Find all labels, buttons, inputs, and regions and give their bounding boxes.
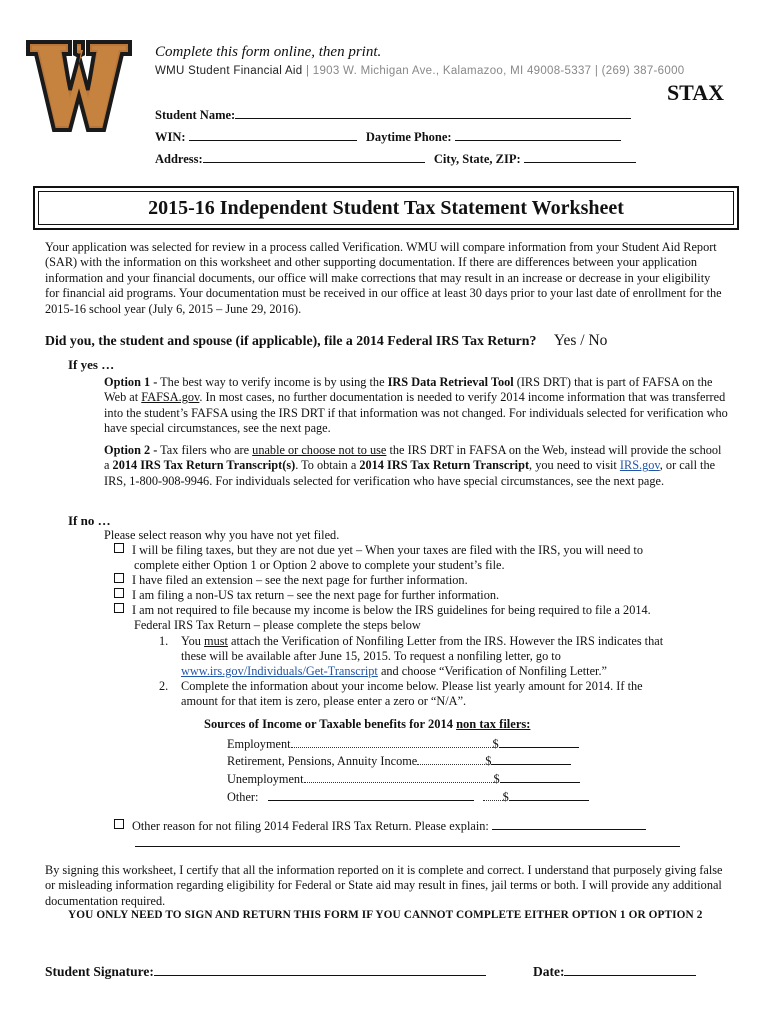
return-notice: YOU ONLY NEED TO SIGN AND RETURN THIS FORM IF YOU CANNOT COMPLETE EITHER OPTION 1 OR OPTION 2 — [68, 909, 703, 921]
step-2-num: 2. — [159, 679, 169, 693]
tax-return-question — [45, 332, 607, 350]
city-state-zip-input[interactable] — [524, 151, 636, 163]
address-label: Address: — [155, 152, 203, 166]
dot-leader — [417, 755, 485, 765]
source-label: Employment — [227, 737, 291, 751]
city-state-zip-label: City, State, ZIP: — [433, 152, 521, 166]
option-2-label: Option 2 - — [104, 443, 158, 457]
step-1-text-b: attach the Verification of Nonfiling Letter from the IRS. However the IRS indicates that — [231, 634, 664, 648]
student-name-label: Student Name: — [155, 108, 236, 122]
dot-leader — [291, 738, 493, 748]
reason-4-text: I am not required to file because my income is below the IRS guidelines for being required to file a 2014. — [132, 603, 651, 617]
street-address: 1903 W. Michigan Ave., Kalamazoo, MI 49008-5337 — [312, 65, 592, 77]
daytime-phone-input[interactable] — [455, 129, 621, 141]
option-1-text-b: (IRS DRT) that is part of FAFSA on the Web at — [104, 375, 713, 405]
source-retirement — [227, 753, 571, 769]
option-1-label: Option 1 - — [104, 375, 158, 389]
step-1-text-d: and choose “Verification of Nonfiling Letter.” — [380, 664, 607, 678]
reason-4-cont: Federal IRS Tax Return – please complete the steps below — [134, 618, 421, 632]
if-yes-heading: If yes … — [68, 357, 115, 372]
certification-paragraph: By signing this worksheet, I certify that all the information reported on it is complete and correct. I understand that purposely giving false or misleading information regarding eligibility for Federal or State aid may result in fines, jail terms or both. I will provide any additional documentation required. — [45, 863, 723, 908]
office-phone: (269) 387-6000 — [601, 65, 685, 77]
other-amount-input[interactable] — [509, 789, 589, 801]
address-input[interactable] — [203, 151, 425, 163]
if-no-prompt: Please select reason why you have not yet filed. — [104, 528, 340, 542]
reason-2-row — [114, 573, 468, 588]
option-1-text-a: The best way to verify income is by using the — [160, 375, 385, 389]
irs-gov-link[interactable]: IRS.gov — [619, 458, 660, 473]
fafsa-link[interactable]: FAFSA.gov — [141, 390, 200, 405]
currency-sign: $ — [485, 754, 492, 768]
reason-1-text: I will be filing taxes, but they are not due yet – When your taxes are filed with the IRS, you will need to — [132, 543, 643, 557]
step-1-line-c — [181, 664, 607, 679]
unemployment-amount-input[interactable] — [500, 771, 580, 783]
date-label: Date: — [533, 964, 565, 979]
other-source-input[interactable] — [268, 789, 474, 801]
other-reason-row — [114, 818, 646, 834]
form-code: STAX — [666, 80, 724, 105]
step-2-line-a: Complete the information about your income below. Please list yearly amount for 2014. If the — [181, 679, 643, 693]
transcript-label-2: 2014 IRS Tax Return Transcript — [359, 458, 530, 473]
option-2-unable: unable or choose not to use — [252, 443, 387, 457]
tagline: Complete this form online, then print. — [155, 44, 382, 60]
reason-3-checkbox[interactable] — [114, 588, 124, 598]
student-signature-input[interactable] — [154, 964, 486, 976]
office-name: WMU Student Financial Aid — [155, 65, 303, 77]
student-signature-row — [45, 964, 486, 980]
sources-title-b: non tax filers: — [456, 717, 531, 731]
student-name-row — [155, 107, 631, 123]
intro-paragraph: Your application was selected for review in a process called Verification. WMU will compare information from your Student Aid Report (SAR) with the information on this worksheet and other supporting documentation. If there are differences between your application information and your financial documents, our office will make corrections that may result in an increase or decrease in your eligibility for financial aid programs. Your documentation must be received in our office at least 30 days prior to your last date of enrollment for the 2015-16 school year (July 6, 2015 – June 29, 2016). — [45, 240, 722, 316]
option-2-text-c: . To obtain a — [295, 458, 357, 473]
date-input[interactable] — [564, 964, 696, 976]
currency-sign: $ — [502, 790, 509, 804]
retirement-amount-input[interactable] — [491, 753, 571, 765]
step-1-line-a — [181, 634, 721, 649]
date-row — [533, 964, 696, 980]
currency-sign: $ — [493, 772, 500, 786]
other-reason-line-2[interactable] — [135, 846, 680, 847]
step-1-num: 1. — [159, 634, 169, 648]
reason-3-text: I am filing a non-US tax return – see the next page for further information. — [132, 588, 500, 602]
other-reason-text: Other reason for not filing 2014 Federal IRS Tax Return. Please explain: — [132, 819, 489, 833]
option-2-text-a: Tax filers who are — [160, 443, 250, 457]
reason-1-cont: complete either Option 1 or Option 2 above to complete your student’s file. — [134, 558, 505, 572]
step-2-line-b: amount for that item is zero, please enter a zero or “N/A”. — [181, 694, 467, 708]
other-reason-checkbox[interactable] — [114, 819, 124, 829]
source-employment — [227, 736, 579, 752]
win-label: WIN: — [155, 130, 186, 144]
option-1-text-c: . In most cases, no further documentation is needed to verify 2014 income information that was transferred into the student’s FAFSA using the IRS DRT if that information was not changed. For individuals selected for verification who have special circumstances, see the next page. — [104, 390, 728, 436]
reason-4-checkbox[interactable] — [114, 603, 124, 613]
win-row — [155, 129, 621, 145]
step-1-text-a: You — [181, 634, 201, 648]
source-label: Other: — [227, 790, 259, 804]
irs-drt-label: IRS Data Retrieval Tool — [387, 375, 514, 389]
student-name-input[interactable] — [235, 107, 631, 119]
address-row — [155, 151, 636, 167]
option-2-text-d: , you need to visit — [529, 458, 617, 473]
reason-3-row — [114, 588, 499, 603]
option-1-paragraph — [104, 375, 728, 437]
dot-leader — [304, 773, 494, 783]
option-2-text-e: , or call the IRS, 1-800-908-9946. For individuals selected for verification who have special circumstances, see the next page. — [104, 458, 716, 488]
reason-2-checkbox[interactable] — [114, 573, 124, 583]
page-title: 2015-16 Independent Student Tax Statement Worksheet — [38, 191, 734, 225]
yes-no-answer[interactable]: Yes / No — [553, 332, 608, 349]
source-label: Retirement, Pensions, Annuity Income — [227, 754, 418, 768]
question-text: Did you, the student and spouse (if applicable), file a 2014 Federal IRS Tax Return? — [45, 333, 537, 348]
employment-amount-input[interactable] — [499, 736, 579, 748]
office-address: WMU Student Financial Aid | 1903 W. Michigan Ave., Kalamazoo, MI 49008-5337 | (269) 387-6000 — [155, 65, 685, 77]
source-other — [227, 789, 589, 805]
wmu-logo — [26, 38, 132, 134]
option-2-paragraph — [104, 443, 728, 489]
dot-leader — [483, 791, 503, 801]
other-reason-input[interactable] — [492, 818, 646, 830]
step-1-line-b: these will be available after June 15, 2015. To request a nonfiling letter, go to — [181, 649, 561, 663]
reason-1-row — [114, 543, 643, 558]
option-2-text-b: the IRS DRT in FAFSA on the Web, instead will provide the school a — [104, 443, 722, 473]
reason-1-checkbox[interactable] — [114, 543, 124, 553]
reason-4-row — [114, 603, 651, 618]
source-label: Unemployment — [227, 772, 304, 786]
student-signature-label: Student Signature: — [45, 964, 154, 979]
title-box — [33, 186, 739, 230]
reason-2-text: I have filed an extension – see the next page for further information. — [132, 573, 468, 587]
irs-transcript-link[interactable]: www.irs.gov/Individuals/Get-Transcript — [181, 664, 378, 678]
win-input[interactable] — [189, 129, 357, 141]
if-no-heading: If no … — [68, 513, 111, 528]
source-unemployment — [227, 771, 580, 787]
daytime-phone-label: Daytime Phone: — [365, 130, 452, 144]
sources-title — [204, 717, 530, 732]
step-1-must: must — [204, 634, 228, 648]
currency-sign: $ — [492, 737, 499, 751]
sources-title-a: Sources of Income or Taxable benefits for 2014 — [204, 717, 453, 731]
transcript-label: 2014 IRS Tax Return Transcript(s) — [112, 458, 296, 473]
